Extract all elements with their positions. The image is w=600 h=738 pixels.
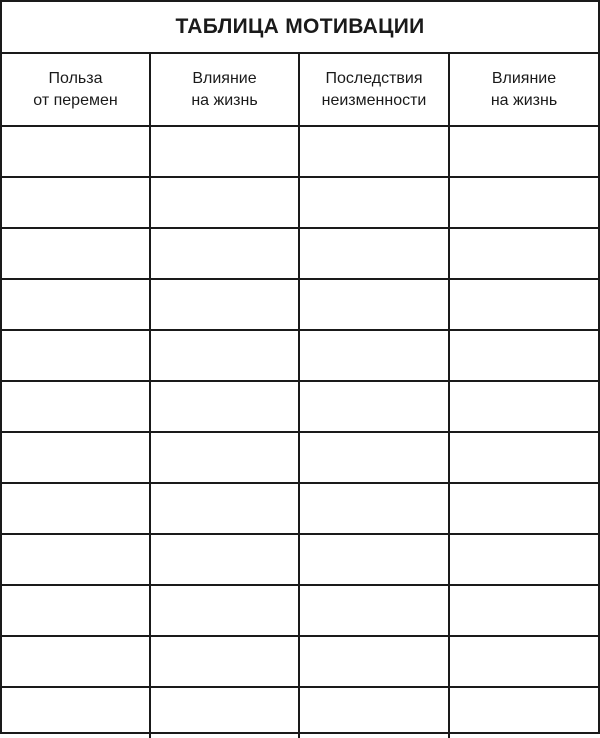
table-cell[interactable]: [2, 331, 151, 380]
table-cell[interactable]: [300, 688, 450, 738]
column-header-line: на жизнь: [490, 91, 558, 109]
column-header-impact: [151, 54, 300, 125]
table-row: [2, 637, 598, 688]
table-body: [2, 127, 598, 732]
table-cell[interactable]: [300, 586, 450, 635]
table-cell[interactable]: [300, 433, 450, 482]
table-cell[interactable]: [2, 229, 151, 278]
table-cell[interactable]: [300, 637, 450, 686]
table-row: [2, 586, 598, 637]
table-cell[interactable]: [2, 433, 151, 482]
table-cell[interactable]: [450, 331, 598, 380]
table-cell[interactable]: [300, 382, 450, 431]
table-cell[interactable]: [450, 229, 598, 278]
column-header-benefit: [2, 54, 151, 125]
table-row: [2, 127, 598, 178]
table-cell[interactable]: [151, 178, 300, 227]
table-cell[interactable]: [450, 586, 598, 635]
table-cell[interactable]: [300, 280, 450, 329]
table-cell[interactable]: [450, 637, 598, 686]
column-header-line: неизменности: [321, 91, 427, 109]
table-cell[interactable]: [151, 331, 300, 380]
table-cell[interactable]: [151, 586, 300, 635]
table-cell[interactable]: [151, 280, 300, 329]
table-cell[interactable]: [300, 127, 450, 176]
table-cell[interactable]: [300, 178, 450, 227]
table-row: [2, 331, 598, 382]
column-header-line: от перемен: [33, 91, 118, 109]
table-cell[interactable]: [450, 535, 598, 584]
table-row: [2, 433, 598, 484]
table-row: [2, 229, 598, 280]
table-cell[interactable]: [450, 382, 598, 431]
table-cell[interactable]: [450, 484, 598, 533]
column-header-line: Польза: [48, 69, 103, 87]
table-cell[interactable]: [2, 637, 151, 686]
table-cell[interactable]: [450, 280, 598, 329]
column-header-line: Последствия: [325, 69, 423, 87]
column-header-line: Влияние: [491, 69, 557, 87]
table-row: [2, 484, 598, 535]
table-title: ТАБЛИЦА МОТИВАЦИИ: [2, 2, 598, 54]
table-cell[interactable]: [151, 688, 300, 738]
table-cell[interactable]: [151, 535, 300, 584]
table-cell[interactable]: [2, 127, 151, 176]
table-row: [2, 688, 598, 738]
table-cell[interactable]: [2, 280, 151, 329]
table-row: [2, 280, 598, 331]
table-cell[interactable]: [151, 637, 300, 686]
column-header-line: на жизнь: [191, 91, 258, 109]
table-cell[interactable]: [2, 484, 151, 533]
table-cell[interactable]: [2, 178, 151, 227]
column-header-consequences: [300, 54, 450, 125]
table-cell[interactable]: [450, 433, 598, 482]
table-row: [2, 535, 598, 586]
table-cell[interactable]: [450, 688, 598, 738]
table-cell[interactable]: [151, 484, 300, 533]
table-cell[interactable]: [151, 433, 300, 482]
table-cell[interactable]: [300, 535, 450, 584]
table-cell[interactable]: [300, 484, 450, 533]
table-header-row: [2, 54, 598, 127]
table-cell[interactable]: [151, 382, 300, 431]
table-cell[interactable]: [2, 688, 151, 738]
column-header-impact-2: [450, 54, 598, 125]
table-cell[interactable]: [151, 127, 300, 176]
table-cell[interactable]: [2, 586, 151, 635]
table-cell[interactable]: [2, 535, 151, 584]
table-cell[interactable]: [450, 178, 598, 227]
table-cell[interactable]: [151, 229, 300, 278]
table-cell[interactable]: [300, 229, 450, 278]
table-cell[interactable]: [2, 382, 151, 431]
table-cell[interactable]: [300, 331, 450, 380]
table-row: [2, 382, 598, 433]
table-cell[interactable]: [450, 127, 598, 176]
table-row: [2, 178, 598, 229]
column-header-line: Влияние: [192, 69, 257, 87]
